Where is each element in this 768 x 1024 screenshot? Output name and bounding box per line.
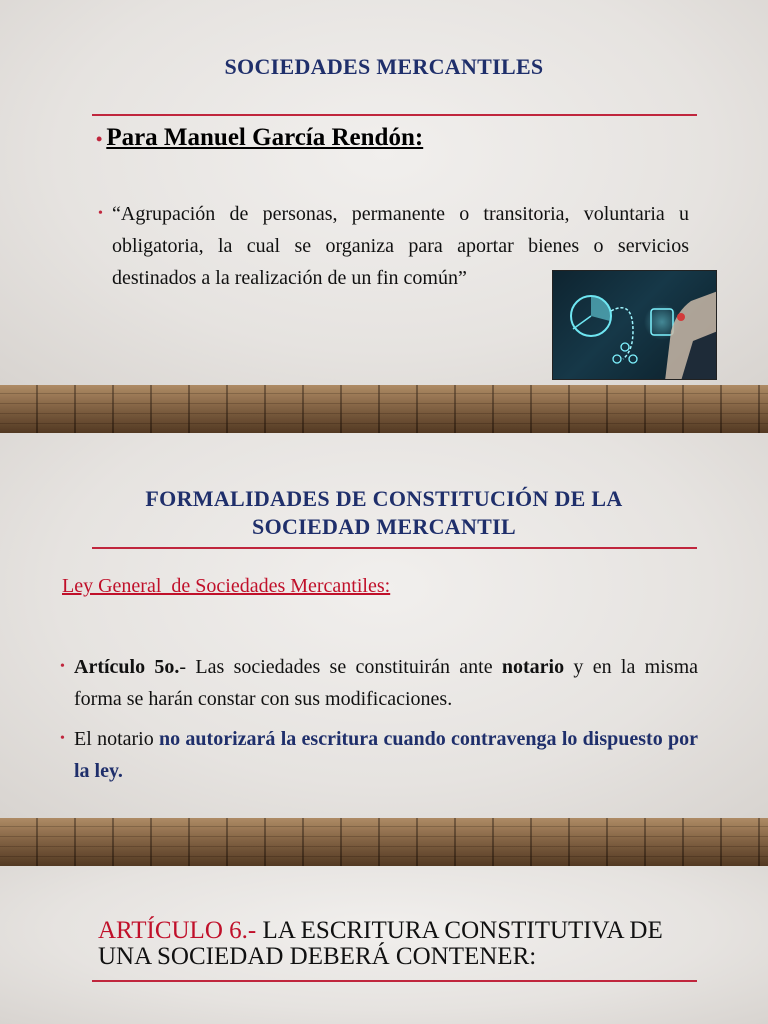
slide-2-title-line-1: FORMALIDADES DE CONSTITUCIÓN DE LA xyxy=(145,486,623,511)
slide-1-heading-row xyxy=(96,124,423,152)
slide-2-bullet-1 xyxy=(60,651,699,715)
wood-floor-divider-2 xyxy=(0,818,768,866)
slide-1-heading: Para Manuel García Rendón: xyxy=(106,124,424,151)
slide-3-title xyxy=(98,918,698,970)
slide-2-title-rule xyxy=(92,547,697,549)
article-5-text-a: - Las sociedades se constituirán ante xyxy=(179,656,502,678)
notario-lead: El notario xyxy=(74,728,160,750)
slide-3 xyxy=(0,866,768,1024)
notario-bold: notario xyxy=(501,656,565,678)
slide-2-title-line-2: SOCIEDAD MERCANTIL xyxy=(252,514,516,539)
bullet-dot-icon: • xyxy=(98,206,103,221)
slide-3-title-rule xyxy=(92,980,697,982)
slide-1-title: SOCIEDADES MERCANTILES xyxy=(224,54,544,79)
slide-2-subheading: Ley General de Sociedades Mercantiles: xyxy=(62,575,391,597)
slide-2-bullet-2 xyxy=(60,723,698,787)
bullet-dot-icon: • xyxy=(60,659,65,674)
business-chart-illustration xyxy=(553,271,717,380)
slide-1-title-rule xyxy=(92,114,697,116)
article-5-text-b: y en la misma forma se harán constar con sus modificaciones. xyxy=(74,656,699,710)
slide-1-quote-text: “Agrupación de personas, permanente o transitoria, voluntaria u obligatoria, la cual se organiza para aportar bienes o servicios destinados a la realización de un fin común” xyxy=(112,203,689,289)
bullet-dot-icon: • xyxy=(60,731,65,746)
article-6-label: ARTÍCULO 6.- xyxy=(98,917,257,944)
slide-3-title-line-1: LA ESCRITURA CONSTITUTIVA DE xyxy=(256,917,663,944)
business-chart-photo xyxy=(552,270,717,380)
slide-1 xyxy=(0,0,768,385)
bullet-dot-icon: • xyxy=(96,129,103,149)
slide-3-title-line-2: UNA SOCIEDAD DEBERÁ CONTENER: xyxy=(98,943,537,970)
slide-2 xyxy=(0,433,768,818)
wood-floor-divider xyxy=(0,385,768,433)
notario-emphasis: no autorizará la escritura cuando contravenga lo dispuesto por la ley. xyxy=(74,728,698,782)
article-5-label: Artículo 5o. xyxy=(74,656,180,678)
